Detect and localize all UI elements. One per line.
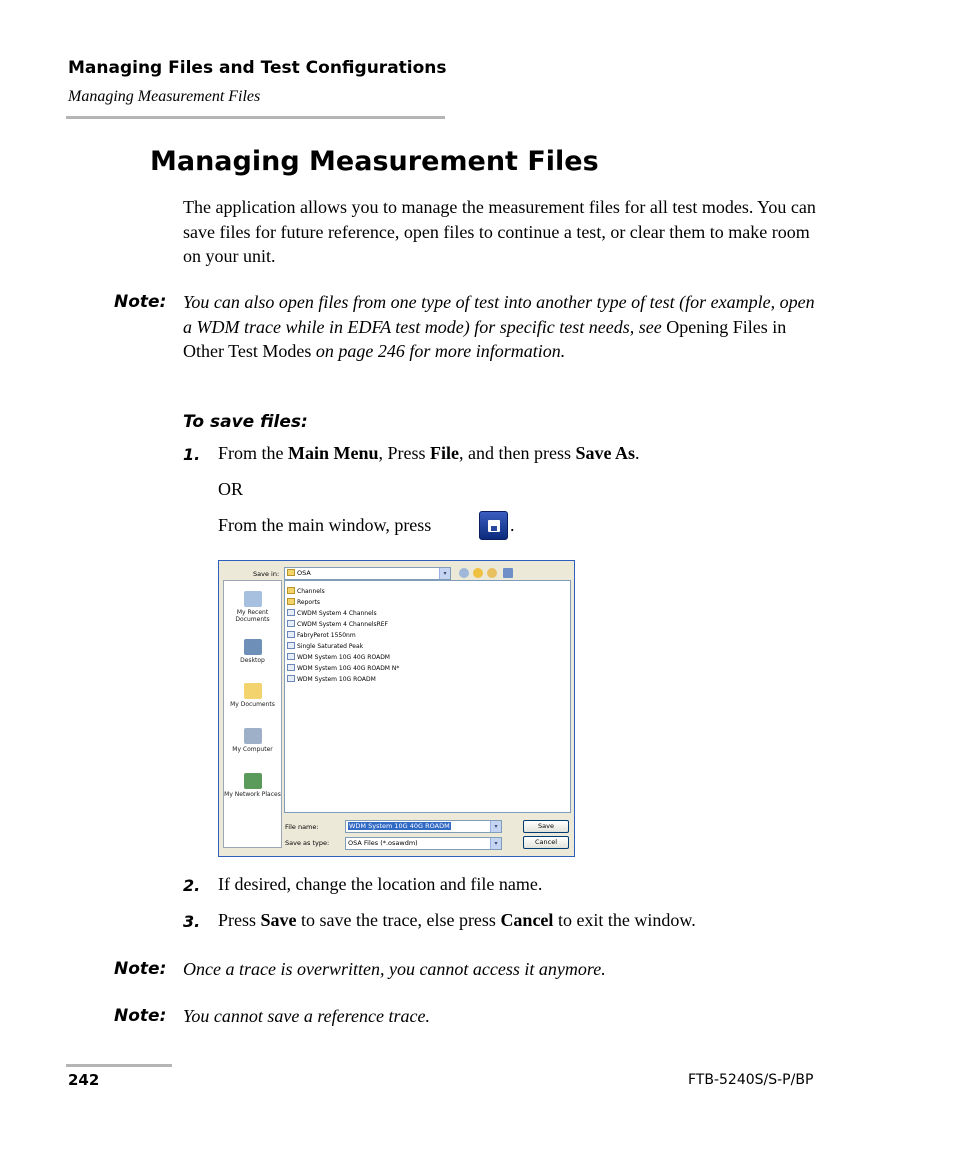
file-icon xyxy=(287,642,295,649)
product-model: FTB-5240S/S-P/BP xyxy=(688,1072,814,1088)
save-type-value: OSA Files (*.osawdm) xyxy=(348,839,418,847)
menu-name: File xyxy=(430,443,460,463)
file-icon xyxy=(287,620,295,627)
step-text: If desired, change the location and file name. xyxy=(218,874,543,894)
recent-documents-icon xyxy=(244,591,262,607)
note-label: Note: xyxy=(114,959,167,979)
list-item[interactable] xyxy=(287,664,399,674)
new-folder-icon[interactable] xyxy=(487,568,497,578)
places-item-documents[interactable] xyxy=(224,683,281,708)
list-item[interactable] xyxy=(287,642,363,652)
floppy-disk-icon[interactable] xyxy=(479,511,508,540)
list-item[interactable] xyxy=(287,653,390,663)
file-name: FabryPerot 1550nm xyxy=(297,632,356,639)
network-places-icon xyxy=(244,773,262,789)
list-item[interactable] xyxy=(287,609,377,619)
file-name: Single Saturated Peak xyxy=(297,643,364,650)
step-text-part: , Press xyxy=(378,443,426,463)
save-button[interactable]: Save xyxy=(523,820,569,833)
save-as-dialog xyxy=(218,560,575,857)
note-label: Note: xyxy=(114,1006,167,1026)
my-documents-icon xyxy=(244,683,262,699)
file-name: Reports xyxy=(297,599,321,606)
desktop-icon xyxy=(244,639,262,655)
step-number: 2. xyxy=(183,876,201,895)
places-item-desktop[interactable] xyxy=(224,639,281,664)
note-text: Once a trace is overwritten, you cannot access it anymore. xyxy=(183,959,606,979)
file-name-field[interactable] xyxy=(345,820,502,833)
button-name: Save xyxy=(260,910,297,930)
file-name: Channels xyxy=(297,588,325,595)
step-text-part: . xyxy=(635,443,640,463)
note-text: You cannot save a reference trace. xyxy=(183,1006,430,1026)
save-in-value: OSA xyxy=(297,569,311,577)
file-name: WDM System 10G 40G ROADM N* xyxy=(297,665,400,672)
places-item-label: My Recent Documents xyxy=(235,609,270,623)
step-text xyxy=(218,443,640,464)
save-type-dropdown[interactable] xyxy=(345,837,502,850)
note-text-after: on page 246 for more information. xyxy=(315,341,566,361)
chevron-down-icon: ▾ xyxy=(490,821,501,832)
step-text-part: From the xyxy=(218,443,284,463)
list-item[interactable] xyxy=(287,675,376,685)
menu-name: Save As xyxy=(575,443,636,463)
file-name: WDM System 10G ROADM xyxy=(297,676,376,683)
file-name: WDM System 10G 40G ROADM xyxy=(297,654,390,661)
places-item-label: My Documents xyxy=(230,701,275,708)
running-header-chapter: Managing Files and Test Configurations xyxy=(68,58,447,78)
places-item-network[interactable] xyxy=(224,773,281,798)
alt-step-text: From the main window, press xyxy=(218,515,432,535)
folder-icon xyxy=(287,587,295,594)
note-text-before: You can also open files from one type of test into another type of test (for example, open a WDM trace while in EDFA test mode) for specific test needs, see xyxy=(183,292,815,337)
places-item-label: My Network Places xyxy=(224,791,281,798)
save-type-label: Save as type: xyxy=(285,839,330,847)
step-number: 3. xyxy=(183,912,201,931)
note-label: Note: xyxy=(114,292,167,312)
chevron-down-icon: ▾ xyxy=(439,568,450,579)
folder-icon xyxy=(287,598,295,605)
list-item[interactable] xyxy=(287,598,320,608)
save-in-label: Save in: xyxy=(253,570,280,578)
file-icon xyxy=(287,664,295,671)
step-text-part: , and then press xyxy=(459,443,572,463)
view-menu-icon[interactable] xyxy=(503,568,513,578)
list-item[interactable] xyxy=(287,631,356,641)
file-icon xyxy=(287,631,295,638)
list-item[interactable] xyxy=(287,620,388,630)
list-item[interactable] xyxy=(287,587,325,597)
cancel-button[interactable]: Cancel xyxy=(523,836,569,849)
file-icon xyxy=(287,653,295,660)
footer-rule xyxy=(66,1064,172,1067)
alt-step-end: . xyxy=(510,515,515,535)
file-icon xyxy=(287,609,295,616)
places-item-computer[interactable] xyxy=(224,728,281,753)
file-name: CWDM System 4 ChannelsREF xyxy=(297,621,389,628)
step-text-part: to save the trace, else press xyxy=(301,910,496,930)
intro-paragraph: The application allows you to manage the measurement files for all test modes. You can save files for future reference, open files to continue a test, or clear them to make room on your unit. xyxy=(183,197,816,266)
running-header-section: Managing Measurement Files xyxy=(68,88,261,105)
places-item-recent[interactable] xyxy=(224,591,281,623)
step-number: 1. xyxy=(183,445,201,464)
step-text xyxy=(218,910,696,931)
chevron-down-icon: ▾ xyxy=(490,838,501,849)
menu-name: Main Menu xyxy=(288,443,379,463)
page-number: 242 xyxy=(68,1071,100,1089)
places-item-label: Desktop xyxy=(240,657,265,664)
back-icon[interactable] xyxy=(459,568,469,578)
note-text xyxy=(183,290,823,364)
places-bar xyxy=(223,580,282,848)
places-item-label: My Computer xyxy=(232,746,273,753)
up-folder-icon[interactable] xyxy=(473,568,483,578)
step-text-part: Press xyxy=(218,910,257,930)
or-text: OR xyxy=(218,479,244,499)
cross-reference-link[interactable]: Opening Files in Other Test Modes xyxy=(183,316,787,361)
folder-icon xyxy=(287,569,295,576)
file-name-value: WDM System 10G 40G ROADM xyxy=(349,822,450,830)
step-text-part: to exit the window. xyxy=(557,910,696,930)
file-name: CWDM System 4 Channels xyxy=(297,610,377,617)
procedure-title: To save files: xyxy=(183,412,308,432)
file-icon xyxy=(287,675,295,682)
save-in-dropdown[interactable] xyxy=(284,567,451,580)
file-list[interactable] xyxy=(284,580,571,813)
header-rule xyxy=(66,116,445,119)
page-title: Managing Measurement Files xyxy=(150,146,599,177)
my-computer-icon xyxy=(244,728,262,744)
button-name: Cancel xyxy=(500,910,554,930)
file-name-label: File name: xyxy=(285,823,319,831)
